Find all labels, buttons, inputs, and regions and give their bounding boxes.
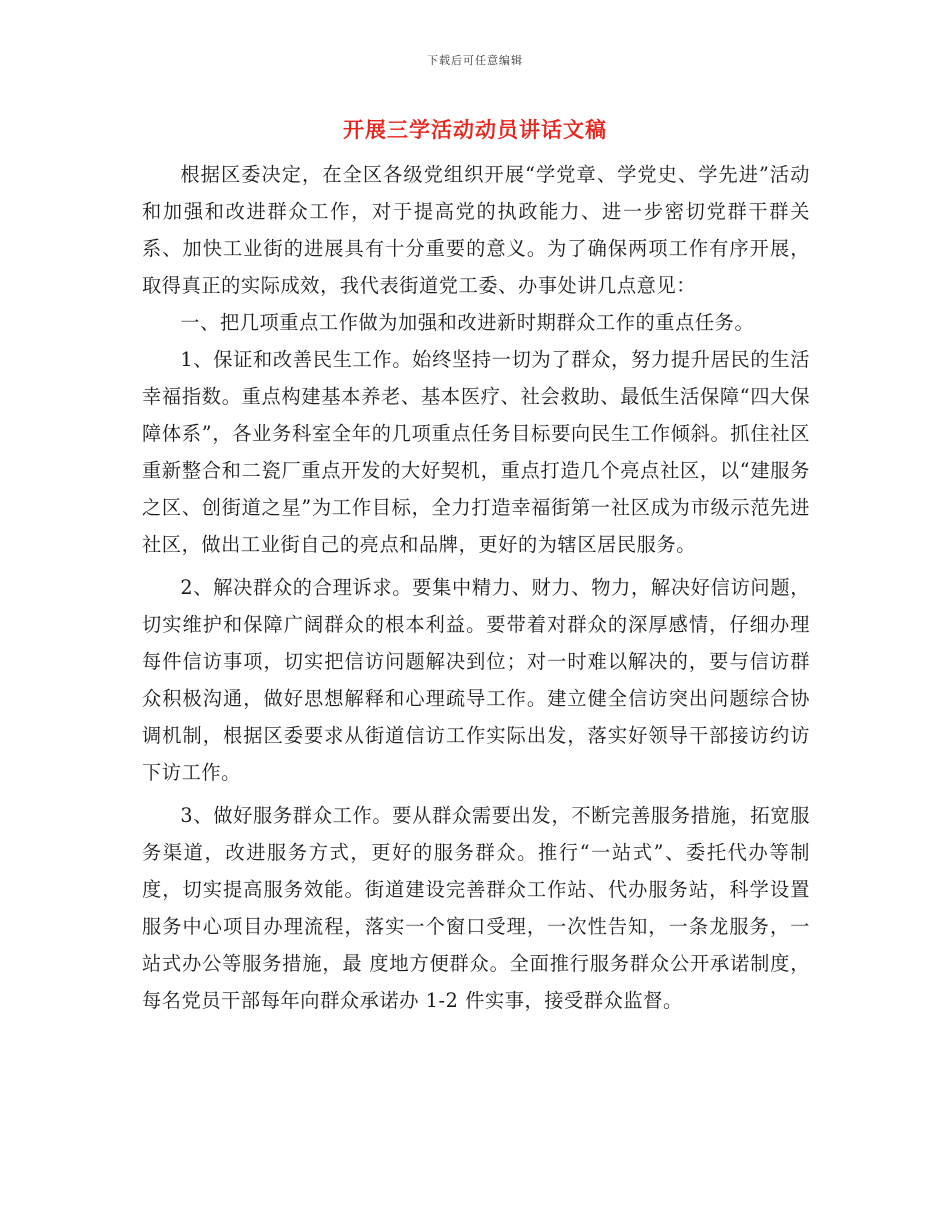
paragraph-section-1: 一、把几项重点工作做为加强和改进新时期群众工作的重点任务。 (180, 311, 755, 334)
document-body (142, 156, 810, 1019)
paragraph-item-1: 1、保证和改善民生工作。始终坚持一切为了群众，努力提升居民的生活幸福指数。重点构建基本养老、基本医疗、社会救助、最低生活保障“四大保障体系”，各业务科室全年的几项重点任务目标要向民生工作倾斜。抓住社区重新整合和二瓷厂重点开发的大好契机，重点打造几个亮点社区，以“建服务之区、创街道之星”为工作目标，全力打造幸福街第一社区成为市级示范先进社区，做出工业街自己的亮点和品牌，更好的为辖区居民服务。 (142, 348, 810, 556)
paragraph-item-3: 3、做好服务群众工作。要从群众需要出发，不断完善服务措施，拓宽服务渠道，改进服务方式，更好的服务群众。推行“一站式”、委托代办等制度，切实提高服务效能。街道建设完善群众工作站、代办服务站，科学设置服务中心项目办理流程，落实一个窗口受理，一次性告知，一条龙服务，一站式办公等服务措施，最 度地方便群众。全面推行服务群众公开承诺制度，每名党员干部每年向群众承诺办 1-2 件实事，接受群众监督。 (142, 804, 810, 1012)
document-title: 开展三学活动动员讲话文稿 (343, 117, 607, 142)
header-note: 下载后可任意编辑 (427, 54, 523, 67)
paragraph-item-2: 2、解决群众的合理诉求。要集中精力、财力、物力，解决好信访问题，切实维护和保障广阔群众的根本利益。要带着对群众的深厚感情，仔细办理每件信访事项，切实把信访问题解决到位；对一时难以解决的，要与信访群众积极沟通，做好思想解释和心理疏导工作。建立健全信访突出问题综合协调机制，根据区委要求从街道信访工作实际出发，落实好领导干部接访约访下访工作。 (142, 576, 810, 784)
paragraph-intro: 根据区委决定，在全区各级党组织开展“学党章、学党史、学先进”活动和加强和改进群众工作，对于提高党的执政能力、进一步密切党群干群关系、加快工业街的进展具有十分重要的意义。为了确保两项工作有序开展，取得真正的实际成效，我代表街道党工委、办事处讲几点意见： (142, 163, 810, 297)
